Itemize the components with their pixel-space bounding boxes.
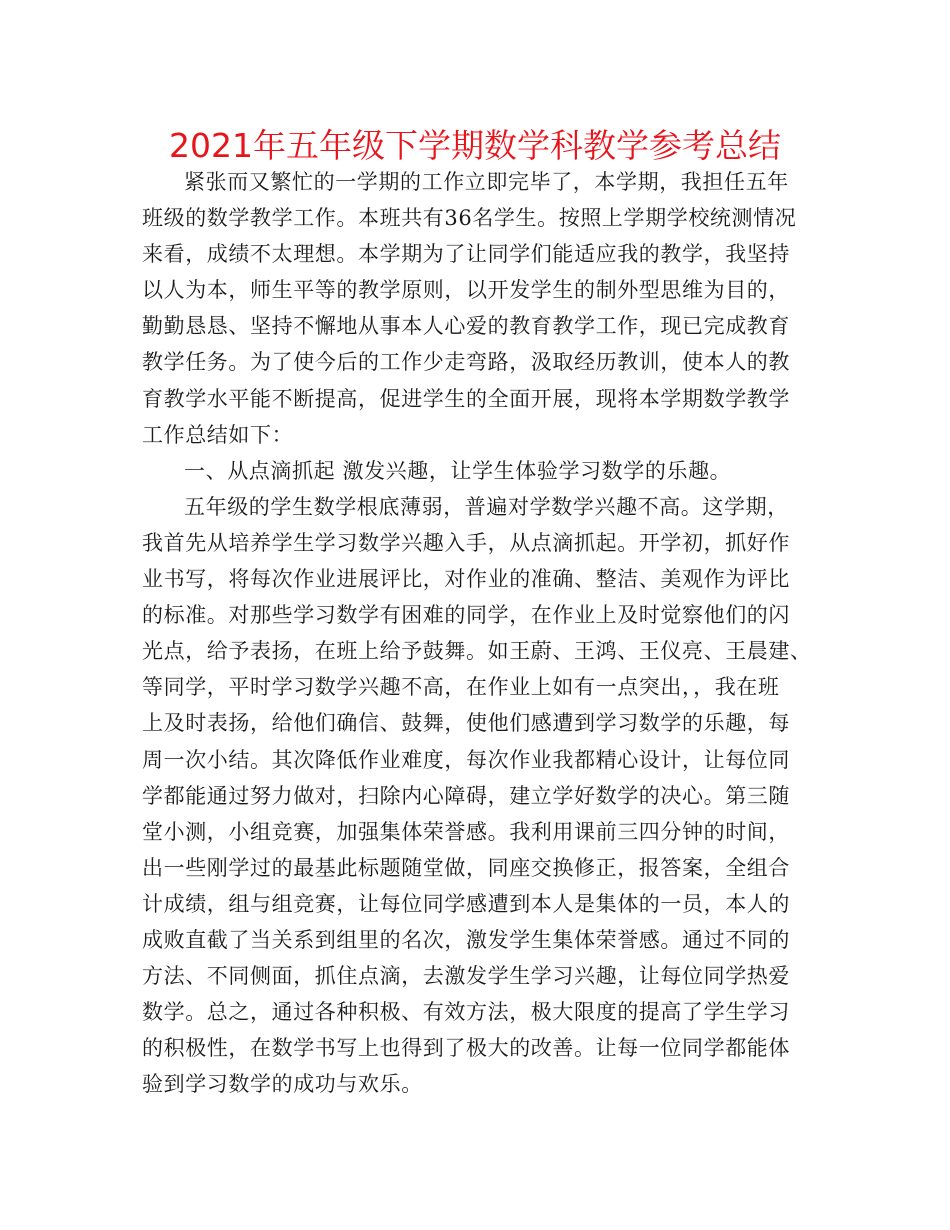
text-line: 班级的数学教学工作。本班共有36名学生。按照上学期学校统测情况	[142, 206, 797, 231]
text-line: 验到学习数学的成功与欢乐。	[142, 1072, 423, 1097]
text-line: 数学。总之，通过各种积极、有效方法，极大限度的提高了学生学习	[142, 1000, 790, 1025]
text-line: 我首先从培养学生学习数学兴趣入手，从点滴抓起。开学初，抓好作	[142, 530, 790, 555]
text-line: 五年级的学生数学根底薄弱，普遍对学数学兴趣不高。这学期，	[184, 494, 789, 519]
text-line: 紧张而又繁忙的一学期的工作立即完毕了，本学期，我担任五年	[184, 170, 789, 194]
text-line: 育教学水平能不断提高，促进学生的全面开展，现将本学期数学教学	[142, 386, 790, 411]
text-line: 工作总结如下：	[142, 422, 294, 447]
text-line: 勤勤恳恳、坚持不懈地从事本人心爱的教育教学工作，现已完成教育	[142, 314, 790, 339]
text-line: 方法、不同侧面，抓住点滴，去激发学生学习兴趣，让每位同学热爱	[142, 964, 790, 989]
document-body	[142, 164, 824, 1102]
text-line: 的积极性，在数学书写上也得到了极大的改善。让每一位同学都能体	[142, 1036, 790, 1061]
text-line: 以人为本，师生平等的教学原则，以开发学生的制外型思维为目的，	[142, 278, 790, 303]
text-line: 等同学，平时学习数学兴趣不高，在作业上如有一点突出，，我在班	[142, 675, 780, 700]
text-line: 光点，给予表扬，在班上给予鼓舞。如王蔚、王鸿、王仪亮、王晨建、	[142, 639, 812, 664]
text-line: 的标准。对那些学习数学有困难的同学，在作业上及时觉察他们的闪	[142, 603, 790, 628]
text-line: 来看，成绩不太理想。本学期为了让同学们能适应我的教学，我坚持	[142, 242, 790, 267]
text-line: 成败直截了当关系到组里的名次，激发学生集体荣誉感。通过不同的	[142, 927, 790, 952]
text-line: 出一些刚学过的最基此标题随堂做，同座交换修正，报答案，全组合	[142, 855, 790, 880]
text-line: 周一次小结。其次降低作业难度，每次作业我都精心设计，让每位同	[142, 747, 790, 772]
text-line: 业书写，将每次作业进展评比，对作业的准确、整洁、美观作为评比	[142, 567, 790, 592]
section-heading: 一、从点滴抓起 激发兴趣，让学生体验学习数学的乐趣。	[184, 458, 732, 483]
text-line: 计成绩，组与组竞赛，让每位同学感遭到本人是集体的一员，本人的	[142, 891, 790, 916]
text-line: 教学任务。为了使今后的工作少走弯路，汲取经历教训，使本人的教	[142, 350, 790, 375]
text-line: 堂小测，小组竞赛，加强集体荣誉感。我利用课前三四分钟的时间，	[142, 819, 790, 844]
text-line: 上及时表扬，给他们确信、鼓舞，使他们感遭到学习数学的乐趣，每	[142, 711, 790, 736]
text-line: 学都能通过努力做对，扫除内心障碍，建立学好数学的决心。第三随	[142, 783, 790, 808]
document-title: 2021年五年级下学期数学科教学参考总结	[169, 126, 781, 165]
